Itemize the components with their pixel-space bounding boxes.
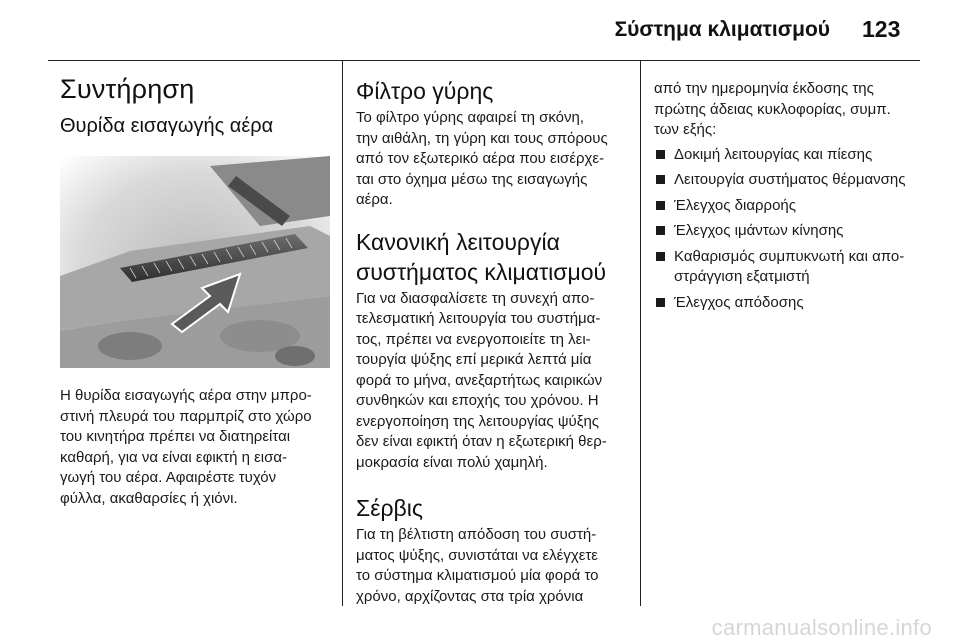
bullet-square-icon [656, 150, 665, 159]
column-divider-1 [342, 60, 343, 606]
column-left [60, 60, 330, 509]
service-checklist [654, 145, 926, 314]
cowl-air-intake-illustration-icon [60, 156, 330, 368]
section-title-maintenance: Συντήρηση [60, 74, 195, 104]
column-right [654, 60, 926, 318]
air-intake-paragraph: Η θυρίδα εισαγωγής αέρα στην μπρο- στινή πλευρά του παρμπρίζ στο χώρο του κινητήρα πρέπει να διατηρείται καθαρή, για να είναι εφικτή η εισα- γωγή του αέρα. Αφαιρέστε τυχόν φύλλα, ακαθαρσίες ή χιόνι. [60, 387, 312, 507]
bullet-square-icon [656, 298, 665, 307]
service-continued-paragraph: από την ημερομηνία έκδοσης της πρώτης άδειας κυκλοφορίας, συμπ. των εξής: [654, 80, 891, 138]
list-item: Καθαρισμός συμπυκνωτή και απο- στράγγιση εξατμιστή [654, 247, 926, 288]
bullet-square-icon [656, 175, 665, 184]
bullet-square-icon [656, 252, 665, 261]
pollen-filter-paragraph: Το φίλτρο γύρης αφαιρεί τη σκόνη, την αιθάλη, τη γύρη και τους σπόρους από τον εξωτερικό αέρα που εισέρχε- ται στο όχημα μέσω της εισαγωγής αέρα. [356, 109, 608, 208]
air-intake-figure [60, 156, 330, 368]
bullet-square-icon [656, 201, 665, 210]
list-item: Έλεγχος απόδοσης [654, 293, 926, 314]
list-item: Έλεγχος διαρροής [654, 196, 926, 217]
column-divider-2 [640, 60, 641, 606]
subsection-title-air-intake: Θυρίδα εισαγωγής αέρα [60, 115, 274, 137]
list-item: Δοκιμή λειτουργίας και πίεσης [654, 145, 926, 166]
column-middle [356, 60, 628, 607]
pollen-filter-title: Φίλτρο γύρης [356, 78, 494, 104]
page-number: 123 [862, 16, 901, 42]
bullet-square-icon [656, 226, 665, 235]
regular-operation-title: Κανονική λειτουργία συστήματος κλιματισμού [356, 228, 607, 285]
running-header-title: Σύστημα κλιματισμού [614, 18, 830, 41]
service-paragraph: Για τη βέλτιστη απόδοση του συστή- ματος ψύξης, συνιστάται να ελέγχετε το σύστημα κλιματισμού μία φορά το χρόνο, αρχίζοντας στα τρία χρόνια [356, 526, 599, 605]
service-title: Σέρβις [356, 495, 423, 521]
list-item: Λειτουργία συστήματος θέρμανσης [654, 170, 926, 191]
regular-operation-paragraph: Για να διασφαλίσετε τη συνεχή απο- τελεσματική λειτουργία του συστήμα- τος, πρέπει να ενεργοποιείτε τη λει- τουργία ψύξης επί μερικά λεπτά μία φορά το μήνα, ανεξαρτήτως καιρικών συνθηκών και εποχής του χρόνου. Η ενεργοποίηση της λειτουργίας ψύξης δεν είναι εφικτή όταν η εξωτερική θερ- μοκρασία είναι πολύ χαμηλή. [356, 289, 607, 471]
watermark: carmanualsonline.info [711, 615, 932, 640]
list-item: Έλεγχος ιμάντων κίνησης [654, 221, 926, 242]
